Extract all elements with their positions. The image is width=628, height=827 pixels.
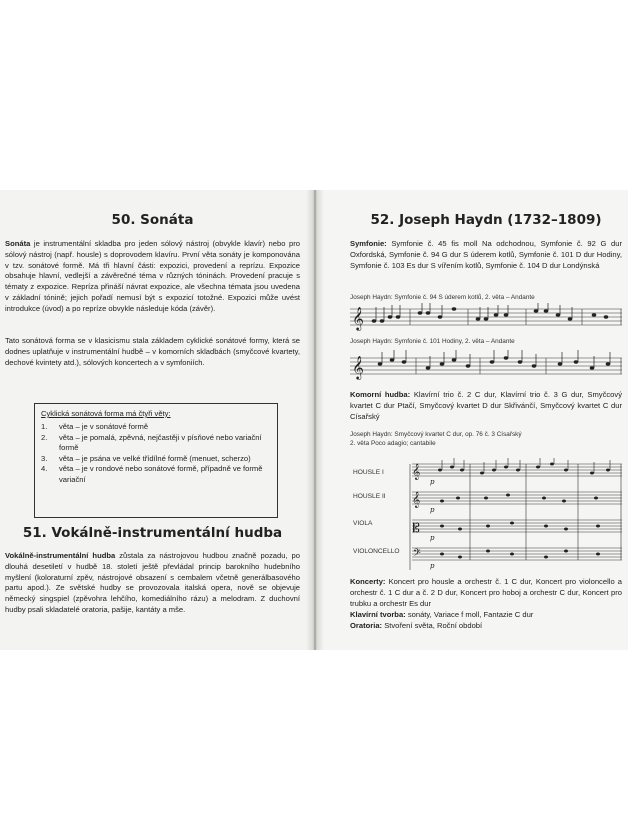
chamber-label: Komorní hudba: bbox=[350, 390, 411, 399]
chamber-text: Klavírní trio č. 2 C dur, Klavírní trio č. 3 G dur, Smyčcový kvartet C dur Ptačí, Smyčcový kvartet D dur Skřivánčí, Smyčcový kvartet C dur Císařský bbox=[350, 390, 622, 421]
symphonies-label: Symfonie: bbox=[350, 239, 387, 248]
list-item: 1. věta – je v sonátové formě bbox=[41, 422, 149, 431]
list-item: 4. věta – je v rondové nebo sonátové formě, případně ve formě variační bbox=[41, 464, 263, 484]
piano-works-text: sonáty, Variace f moll, Fantazie C dur bbox=[407, 610, 534, 619]
svg-text:𝄞: 𝄞 bbox=[412, 464, 421, 480]
sonata-paragraph-1 bbox=[5, 239, 300, 315]
svg-text:p: p bbox=[430, 534, 435, 542]
oratorios-text: Stvoření světa, Roční období bbox=[384, 621, 483, 630]
chamber-paragraph bbox=[350, 390, 622, 422]
caption-symphony-94: Joseph Haydn: Symfonie č. 94 S úderem kotlů, 2. věta – Andante bbox=[350, 294, 535, 301]
sonata-definition: je instrumentální skladba pro jeden sólový nástroj (obvykle klavír) nebo pro sólový nástroj (např. housle) s doprovodem klavíru. První věta sonáty je komponována v tzv. sonátové formě. Má tři hlavní části: expozici, provedení a reprízu. Expozice obsahuje hlavní, vedlejší a závěrečné téma v různých tóninách. Provedení pracuje s tématy z expozice. Repríza přináší návrat expozice, ale všechna témata jsou uvedena v základní tónině; jejich pořadí nemusí být s expozicí totožné. Expozici může uvést introdukce (úvod) a po repríze obvykle následuje kóda (závěr). bbox=[5, 239, 300, 313]
instrument-violin-2: HOUSLE II bbox=[353, 493, 386, 500]
symphonies-paragraph bbox=[350, 239, 622, 271]
svg-text:p: p bbox=[430, 562, 435, 570]
haydn-heading: 52. Joseph Haydn (1732–1809) bbox=[370, 212, 602, 228]
vocal-term: Vokálně-instrumentální hudba bbox=[5, 551, 116, 560]
svg-text:𝄞: 𝄞 bbox=[352, 355, 364, 379]
music-staff-symphony-101 bbox=[350, 350, 622, 382]
svg-text:𝄞: 𝄞 bbox=[412, 492, 421, 508]
movement-list bbox=[41, 422, 269, 486]
box-title: Cyklická sonátová forma má čtyři věty: bbox=[41, 409, 171, 418]
svg-text:p: p bbox=[430, 506, 435, 514]
sonata-paragraph-2: Tato sonátová forma se v klasicismu stala základem cyklické sonátové formy, která se dodnes uplatňuje v instrumentální hudbě – v komorních skladbách (smyčcové kvartety, dechové kvintety atd.), sólových koncertech a v symfoniích. bbox=[5, 336, 300, 367]
list-item: 2. věta – je pomalá, zpěvná, nejčastěji v písňové nebo variační formě bbox=[41, 432, 262, 453]
instrument-cello: VIOLONCELLO bbox=[353, 548, 400, 555]
music-staff-symphony-94 bbox=[350, 303, 622, 333]
caption-quartet-movement: 2. věta Poco adagio; cantabile bbox=[350, 440, 436, 447]
piano-works-label: Klavírní tvorba: bbox=[350, 610, 406, 619]
svg-text:p: p bbox=[430, 478, 435, 486]
caption-quartet: Joseph Haydn: Smyčcový kvartet C dur, op. 76 č. 3 Císařský bbox=[350, 431, 522, 438]
piano-works-line bbox=[350, 610, 622, 621]
svg-text:𝄢: 𝄢 bbox=[413, 547, 421, 561]
vocal-text: zůstala za nástrojovou hudbou značně pozadu, po dlouhá desetiletí v hudbě 18. století ještě převládal princip barokního hudebního myšlení (koloraturní zpěv, nástrojové obsazení s cembalem včetně generálbasového partu apod.). Ze světské hudby se provozovala italská opera, nově se objevuje německý singspiel (zpěvohra lehčího, komediálního rázu) a melodram. Z duchovní hudby psali skladatelé oratoria, pašije, kantáty a mše. bbox=[5, 551, 300, 614]
sonata-heading: 50. Sonáta bbox=[111, 212, 194, 228]
oratorios-line bbox=[350, 621, 622, 632]
cyclic-form-box bbox=[34, 403, 278, 518]
instrument-viola: VIOLA bbox=[353, 520, 373, 527]
concertos-label: Koncerty: bbox=[350, 577, 386, 586]
instrument-violin-1: HOUSLE I bbox=[353, 469, 384, 476]
concertos-text: Koncert pro housle a orchestr č. 1 C dur, Koncert pro violoncello a orchestr č. 1 C dur a č. 2 D dur, Koncert pro hoboj a orchestr C dur, Koncert pro trubku a orchestr Es dur bbox=[350, 577, 622, 608]
svg-text:𝄡: 𝄡 bbox=[413, 521, 420, 535]
book-gutter bbox=[306, 190, 324, 650]
vocal-heading: 51. Vokálně-instrumentální hudba bbox=[22, 525, 283, 541]
sonata-term: Sonáta bbox=[5, 239, 31, 248]
symphonies-text: Symfonie č. 45 fis moll Na odchodnou, Symfonie č. 92 G dur Oxfordská, Symfonie č. 94 G dur S úderem kotlů, Symfonie č. 101 D dur Hodiny, Symfonie č. 103 Es dur S vířením kotlů, Symfonie č. 104 D dur Londýnská bbox=[350, 239, 622, 270]
svg-text:𝄞: 𝄞 bbox=[352, 306, 364, 330]
vocal-paragraph bbox=[5, 551, 300, 616]
caption-symphony-101: Joseph Haydn: Symfonie č. 101 Hodiny, 2. věta – Andante bbox=[350, 338, 515, 345]
concertos-paragraph bbox=[350, 577, 622, 609]
list-item: 3. věta – je psána ve velké třídílné formě (menuet, scherzo) bbox=[41, 453, 251, 463]
quartet-score bbox=[408, 458, 622, 576]
oratorios-label: Oratoria: bbox=[350, 621, 383, 630]
